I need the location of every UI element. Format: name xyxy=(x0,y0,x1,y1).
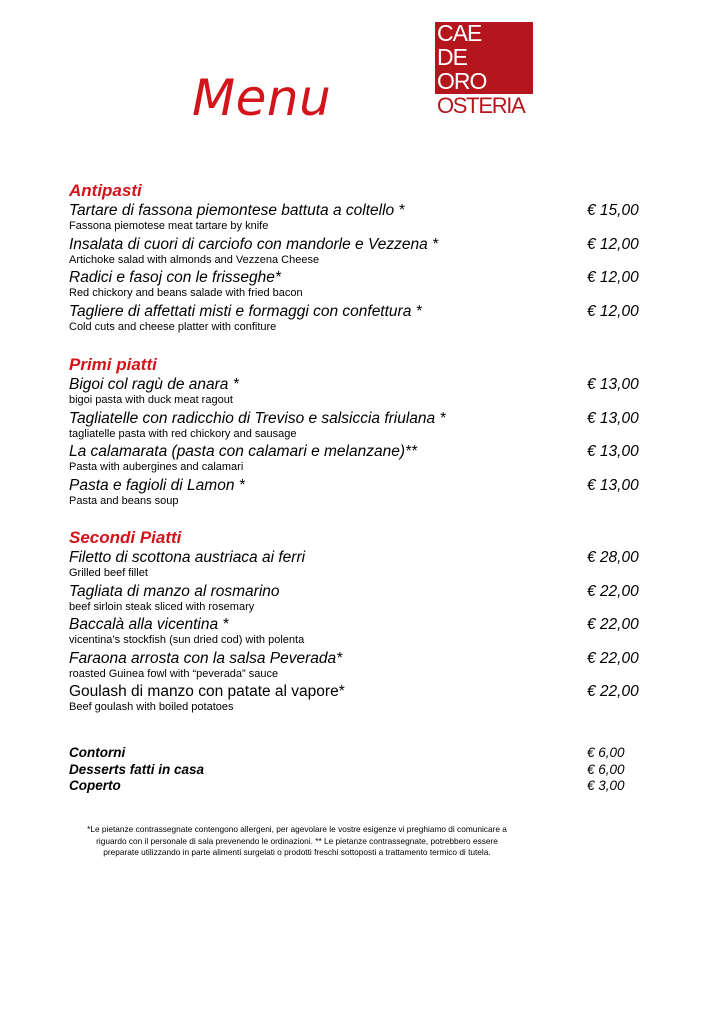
menu-item xyxy=(69,615,659,649)
item-description: roasted Guinea fowl with “peverada” sauce xyxy=(69,667,279,680)
item-name: Bigoi col ragù de anara * xyxy=(69,376,239,393)
menu-item xyxy=(69,649,659,683)
menu-item xyxy=(69,235,659,269)
menu-title: Menu xyxy=(192,69,332,127)
menu-item xyxy=(69,375,659,409)
extra-price: € 3,00 xyxy=(587,778,625,793)
menu-item xyxy=(69,201,659,235)
item-name: Baccalà alla vicentina * xyxy=(69,616,229,634)
item-description: Pasta with aubergines and calamari xyxy=(69,461,244,474)
menu-item xyxy=(69,548,659,582)
item-price: € 15,00 xyxy=(587,202,639,219)
logo-line-oro: ORO xyxy=(437,68,487,94)
item-price: € 13,00 xyxy=(587,443,639,461)
section-primi-piatti xyxy=(69,355,659,509)
item-price: € 22,00 xyxy=(587,616,639,634)
footnote-line: riguardo con il personale di sala prevenendo le ordinazioni. ** Le pietanze contrassegnate, potrebbero essere xyxy=(96,835,498,846)
item-price: € 12,00 xyxy=(587,269,639,287)
item-price: € 22,00 xyxy=(587,683,639,701)
item-price: € 28,00 xyxy=(587,549,639,566)
item-price: € 12,00 xyxy=(587,302,639,320)
item-description: Red chickory and beans salade with fried bacon xyxy=(69,287,303,300)
section-secondi-piatti xyxy=(69,528,659,716)
section-title: Antipasti xyxy=(69,181,142,200)
osteria-logo xyxy=(435,22,533,116)
item-name: Tagliatelle con radicchio di Treviso e salsiccia friulana * xyxy=(69,409,446,427)
item-description: vicentina’s stockfish (sun dried cod) with polenta xyxy=(69,634,305,647)
item-name: Filetto di scottona austriaca ai ferri xyxy=(69,549,306,566)
extra-name: Coperto xyxy=(69,778,121,793)
item-description: beef sirloin steak sliced with rosemary xyxy=(69,600,255,613)
extra-row xyxy=(69,762,659,779)
item-description: Cold cuts and cheese platter with confiture xyxy=(69,320,277,333)
item-description: Artichoke salad with almonds and Vezzena Cheese xyxy=(69,253,320,266)
item-description: Pasta and beans soup xyxy=(69,494,179,507)
item-name: Pasta e fagioli di Lamon * xyxy=(69,476,245,494)
item-name: Tagliere di affettati misti e formaggi con confettura * xyxy=(69,302,422,320)
menu-item xyxy=(69,268,659,302)
item-name: Tartare di fassona piemontese battuta a coltello * xyxy=(69,202,405,219)
footnote-line: preparate utilizzando in parte alimenti surgelati o prodotti freschi sottoposti a trattamento termico di tutela. xyxy=(103,847,491,857)
item-price: € 22,00 xyxy=(587,582,639,600)
item-name: Tagliata di manzo al rosmarino xyxy=(69,582,280,600)
section-antipasti xyxy=(69,181,659,335)
item-description: Grilled beef fillet xyxy=(69,567,148,579)
menu-item xyxy=(69,409,659,443)
logo-line-de: DE xyxy=(437,44,467,70)
menu-item xyxy=(69,582,659,616)
item-description: Beef goulash with boiled potatoes xyxy=(69,701,234,714)
extra-name: Contorni xyxy=(69,745,126,760)
item-description: Fassona piemotese meat tartare by knife xyxy=(69,220,269,232)
extra-row xyxy=(69,778,659,795)
item-name: Faraona arrosta con la salsa Peverada* xyxy=(69,649,343,667)
item-name: Insalata di cuori di carciofo con mandorle e Vezzena * xyxy=(69,235,439,253)
item-price: € 12,00 xyxy=(587,235,639,253)
item-description: bigoi pasta with duck meat ragout xyxy=(69,394,233,406)
logo-line-osteria: OSTERIA xyxy=(437,93,525,118)
section-title: Primi piatti xyxy=(69,355,157,374)
menu-item xyxy=(69,682,659,716)
allergen-footnote xyxy=(60,824,534,859)
footnote-line: *Le pietanze contrassegnate contengono allergeni, per agevolare le vostre esigenze vi preghiamo di comunicare a xyxy=(87,824,507,834)
item-name: Goulash di manzo con patate al vapore* xyxy=(69,683,345,701)
item-description: tagliatelle pasta with red chickory and sausage xyxy=(69,427,297,440)
extra-row xyxy=(69,745,659,762)
item-name: La calamarata (pasta con calamari e melanzane)** xyxy=(69,443,418,461)
logo-line-cae: CAE xyxy=(437,20,482,46)
item-price: € 13,00 xyxy=(587,376,639,393)
item-price: € 13,00 xyxy=(587,476,639,494)
extra-price: € 6,00 xyxy=(587,761,625,777)
extras-list xyxy=(69,745,659,795)
extra-price: € 6,00 xyxy=(587,745,625,760)
menu-item xyxy=(69,476,659,510)
menu-item xyxy=(69,442,659,476)
item-price: € 22,00 xyxy=(587,649,639,667)
section-title: Secondi Piatti xyxy=(69,528,182,547)
item-price: € 13,00 xyxy=(587,409,639,427)
menu-item xyxy=(69,302,659,336)
extra-name: Desserts fatti in casa xyxy=(69,761,205,777)
item-name: Radici e fasoj con le frisseghe* xyxy=(69,269,281,287)
